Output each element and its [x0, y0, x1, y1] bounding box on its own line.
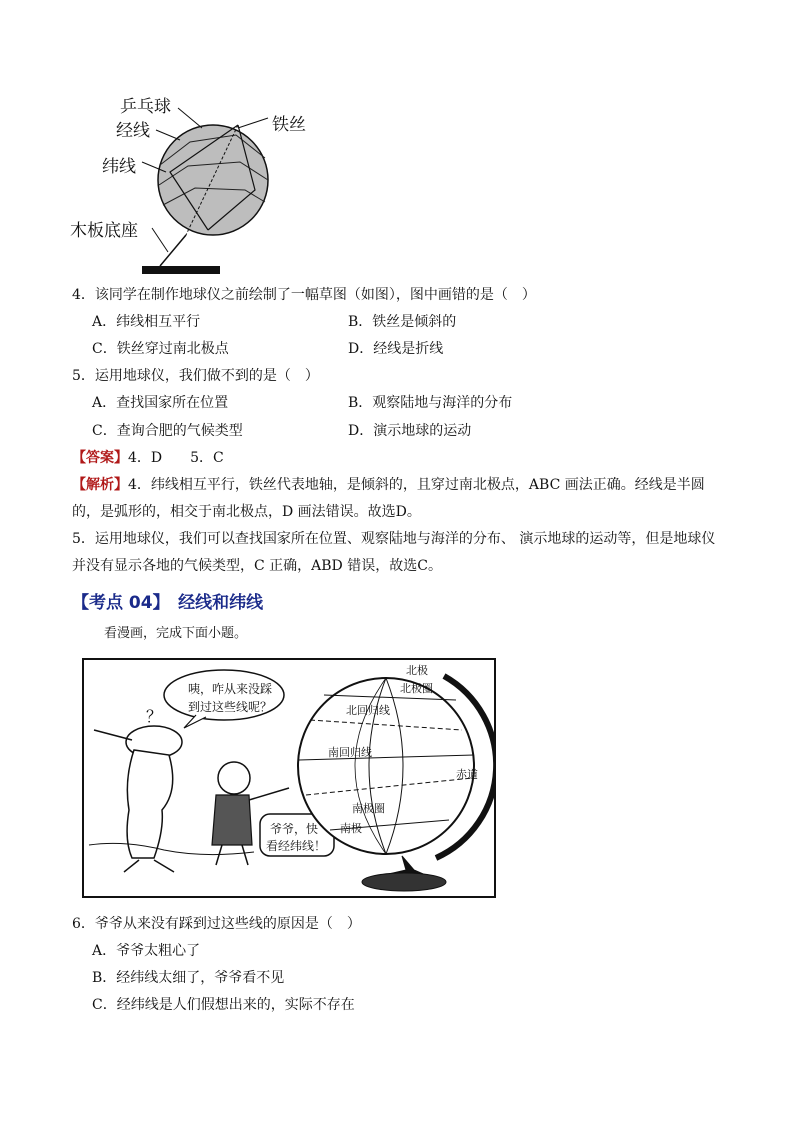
- intro-text: 看漫画，完成下面小题。: [104, 626, 248, 641]
- question-5-option-b: B．观察陆地与海洋的分布: [348, 395, 513, 411]
- globe-model-diagram: [60, 80, 360, 280]
- analysis-block: [72, 475, 732, 576]
- analysis-line-3: 5．运用地球仪，我们可以查找国家所在位置、观察陆地与海洋的分布、 演示地球的运动等，但是地球仪: [72, 531, 716, 547]
- label-parallel: 纬线: [102, 157, 136, 177]
- bubble-2-line-2: 看经纬线！: [266, 839, 327, 853]
- analysis-line-1: 4．纬线相互平行，铁丝代表地轴，是倾斜的，且穿过南北极点，ABC 画法正确。经线是半圆: [128, 477, 705, 493]
- question-5-option-a: A．查找国家所在位置: [92, 395, 229, 411]
- label-base: 木板底座: [70, 221, 138, 241]
- section-title: 【考点 04】 经线和纬线: [72, 593, 264, 613]
- globe-label-tropic-cancer: 北回归线: [346, 704, 390, 717]
- globe-label-arctic-circle: 北极圈: [400, 682, 433, 695]
- question-6-stem: 6．爷爷从来没有踩到过这些线的原因是（ ）: [72, 916, 361, 932]
- question-4-option-a: A．纬线相互平行: [92, 314, 201, 330]
- question-6-option-c: C．经纬线是人们假想出来的，实际不存在: [92, 997, 355, 1013]
- question-6-option-b: B．经纬线太细了，爷爷看不见: [92, 970, 285, 986]
- question-4-stem: 4．该同学在制作地球仪之前绘制了一幅草图（如图），图中画错的是（ ）: [72, 287, 536, 303]
- analysis-tag: 【解析】: [72, 477, 128, 493]
- question-4-option-c: C．铁丝穿过南北极点: [92, 341, 229, 357]
- answer-tag: 【答案】: [72, 450, 128, 466]
- globe-label-antarctic-circle: 南极圈: [352, 802, 385, 815]
- answer-text: 4．D 5．C: [128, 450, 224, 466]
- question-4-option-b: B．铁丝是倾斜的: [348, 314, 457, 330]
- question-5-option-d: D．演示地球的运动: [348, 423, 472, 439]
- analysis-line-2: 的，是弧形的，相交于南北极点，D 画法错误。故选D。: [72, 504, 421, 520]
- label-wire: 铁丝: [272, 115, 306, 135]
- analysis-line-4: 并没有显示各地的气候类型，C 正确，ABD 错误，故选C。: [72, 558, 442, 574]
- label-meridian: 经线: [116, 121, 150, 141]
- question-4-option-d: D．经线是折线: [348, 341, 444, 357]
- cartoon-panel: [82, 658, 496, 898]
- globe-label-north-pole: 北极: [406, 664, 428, 677]
- globe-label-south-pole: 南极: [340, 822, 362, 835]
- question-5-stem: 5．运用地球仪，我们做不到的是（ ）: [72, 368, 319, 384]
- label-pingpong: 乒乓球: [120, 97, 171, 117]
- globe-model-drawing: [60, 80, 360, 280]
- bubble-1-line-1: 咦，咋从来没踩: [188, 682, 273, 696]
- answer-line: [72, 448, 224, 468]
- bubble-1-line-2: 到过这些线呢？: [188, 700, 273, 714]
- globe-label-tropic-capricorn: 南回归线: [328, 746, 372, 759]
- bubble-2-line-1: 爷爷，快: [270, 822, 319, 836]
- globe-label-equator: 赤道: [456, 768, 478, 781]
- question-mark: ？: [146, 707, 163, 726]
- question-5-option-c: C．查询合肥的气候类型: [92, 423, 243, 439]
- question-6-option-a: A．爷爷太粗心了: [92, 943, 201, 959]
